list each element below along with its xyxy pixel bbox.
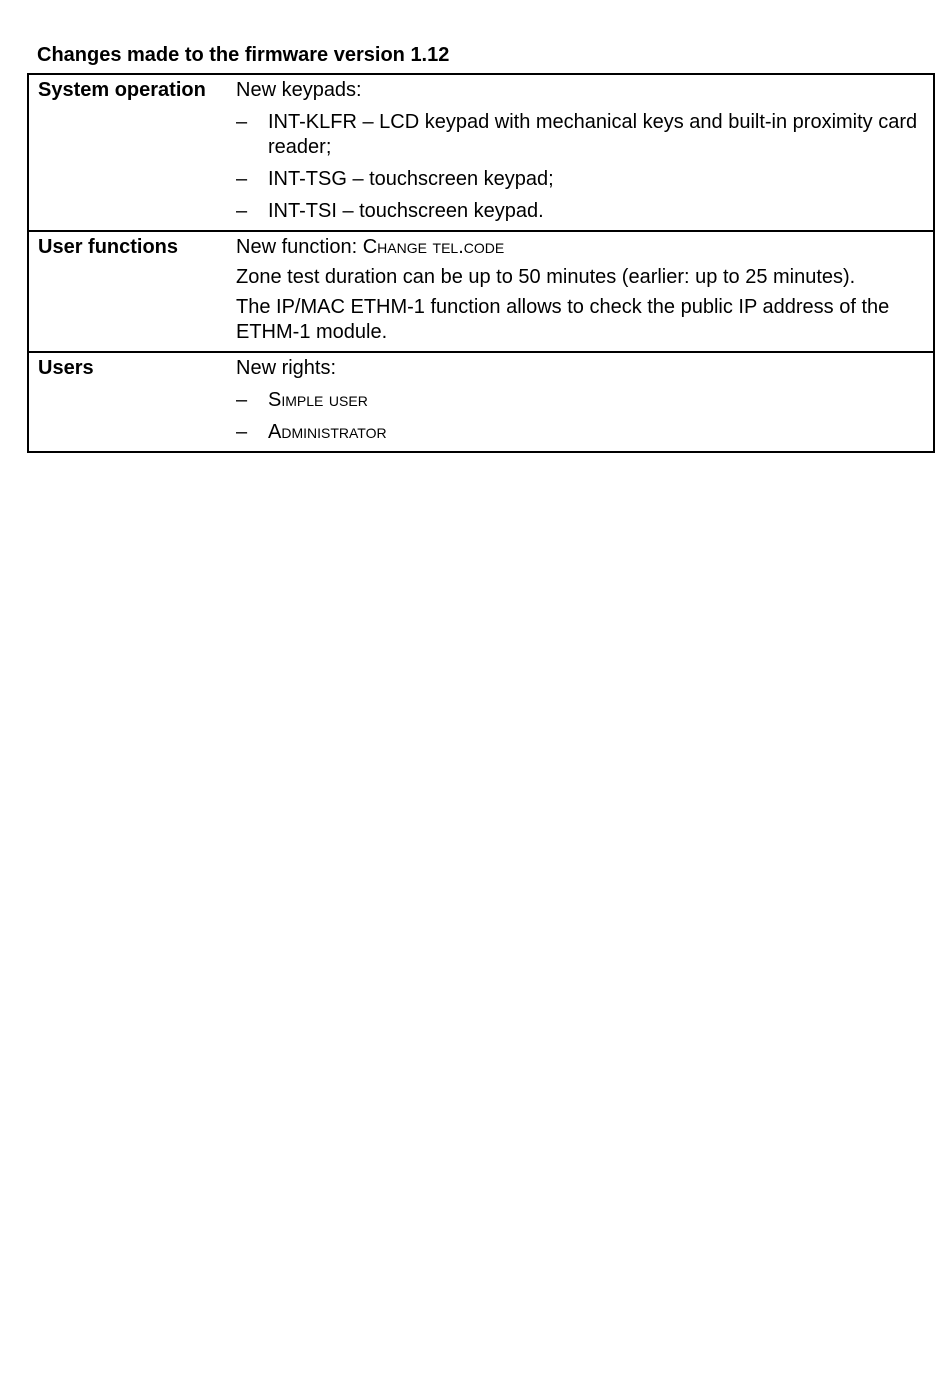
row-label-user-functions: User functions bbox=[28, 231, 226, 352]
new-function-name: Change tel.code bbox=[362, 236, 505, 258]
new-function-prefix: New function: bbox=[236, 236, 363, 258]
list-item-int-tsi bbox=[236, 199, 923, 224]
list-item-simple-user bbox=[236, 388, 923, 413]
list-item-text: Administrator bbox=[268, 421, 387, 443]
row-content-users bbox=[226, 352, 934, 452]
new-function-line bbox=[236, 235, 923, 260]
list-item-text: INT-TSI – touchscreen keypad. bbox=[268, 200, 544, 222]
dash-bullet: – bbox=[236, 421, 248, 443]
ip-mac-note: The IP/MAC ETHM-1 function allows to check the public IP address of the ETHM-1 module. bbox=[236, 296, 890, 343]
row-label-users: Users bbox=[38, 357, 94, 379]
table-row-users bbox=[28, 352, 934, 452]
list-item-int-klfr bbox=[236, 110, 923, 160]
table-row-user-functions bbox=[28, 231, 934, 352]
row-content-system-operation bbox=[226, 74, 934, 231]
page-title: Changes made to the firmware version 1.12 bbox=[37, 44, 450, 66]
changes-table bbox=[27, 73, 935, 453]
table-row-system-operation bbox=[28, 74, 934, 231]
list-item-administrator bbox=[236, 420, 923, 445]
keypads-intro: New keypads: bbox=[236, 79, 362, 101]
dash-bullet: – bbox=[236, 111, 248, 133]
dash-bullet: – bbox=[236, 389, 248, 411]
list-item-text: INT-TSG – touchscreen keypad; bbox=[268, 168, 554, 190]
rights-intro: New rights: bbox=[236, 357, 337, 379]
list-item-text: INT-KLFR – LCD keypad with mechanical keys and built-in proximity card reader; bbox=[268, 111, 918, 158]
list-item-int-tsg bbox=[236, 167, 923, 192]
row-label-system-operation: System operation bbox=[28, 74, 226, 231]
list-item-text: Simple user bbox=[268, 389, 368, 411]
dash-bullet: – bbox=[236, 200, 248, 222]
dash-bullet: – bbox=[236, 168, 248, 190]
zone-test-note: Zone test duration can be up to 50 minutes (earlier: up to 25 minutes). bbox=[236, 266, 856, 288]
row-content-user-functions bbox=[226, 231, 934, 352]
